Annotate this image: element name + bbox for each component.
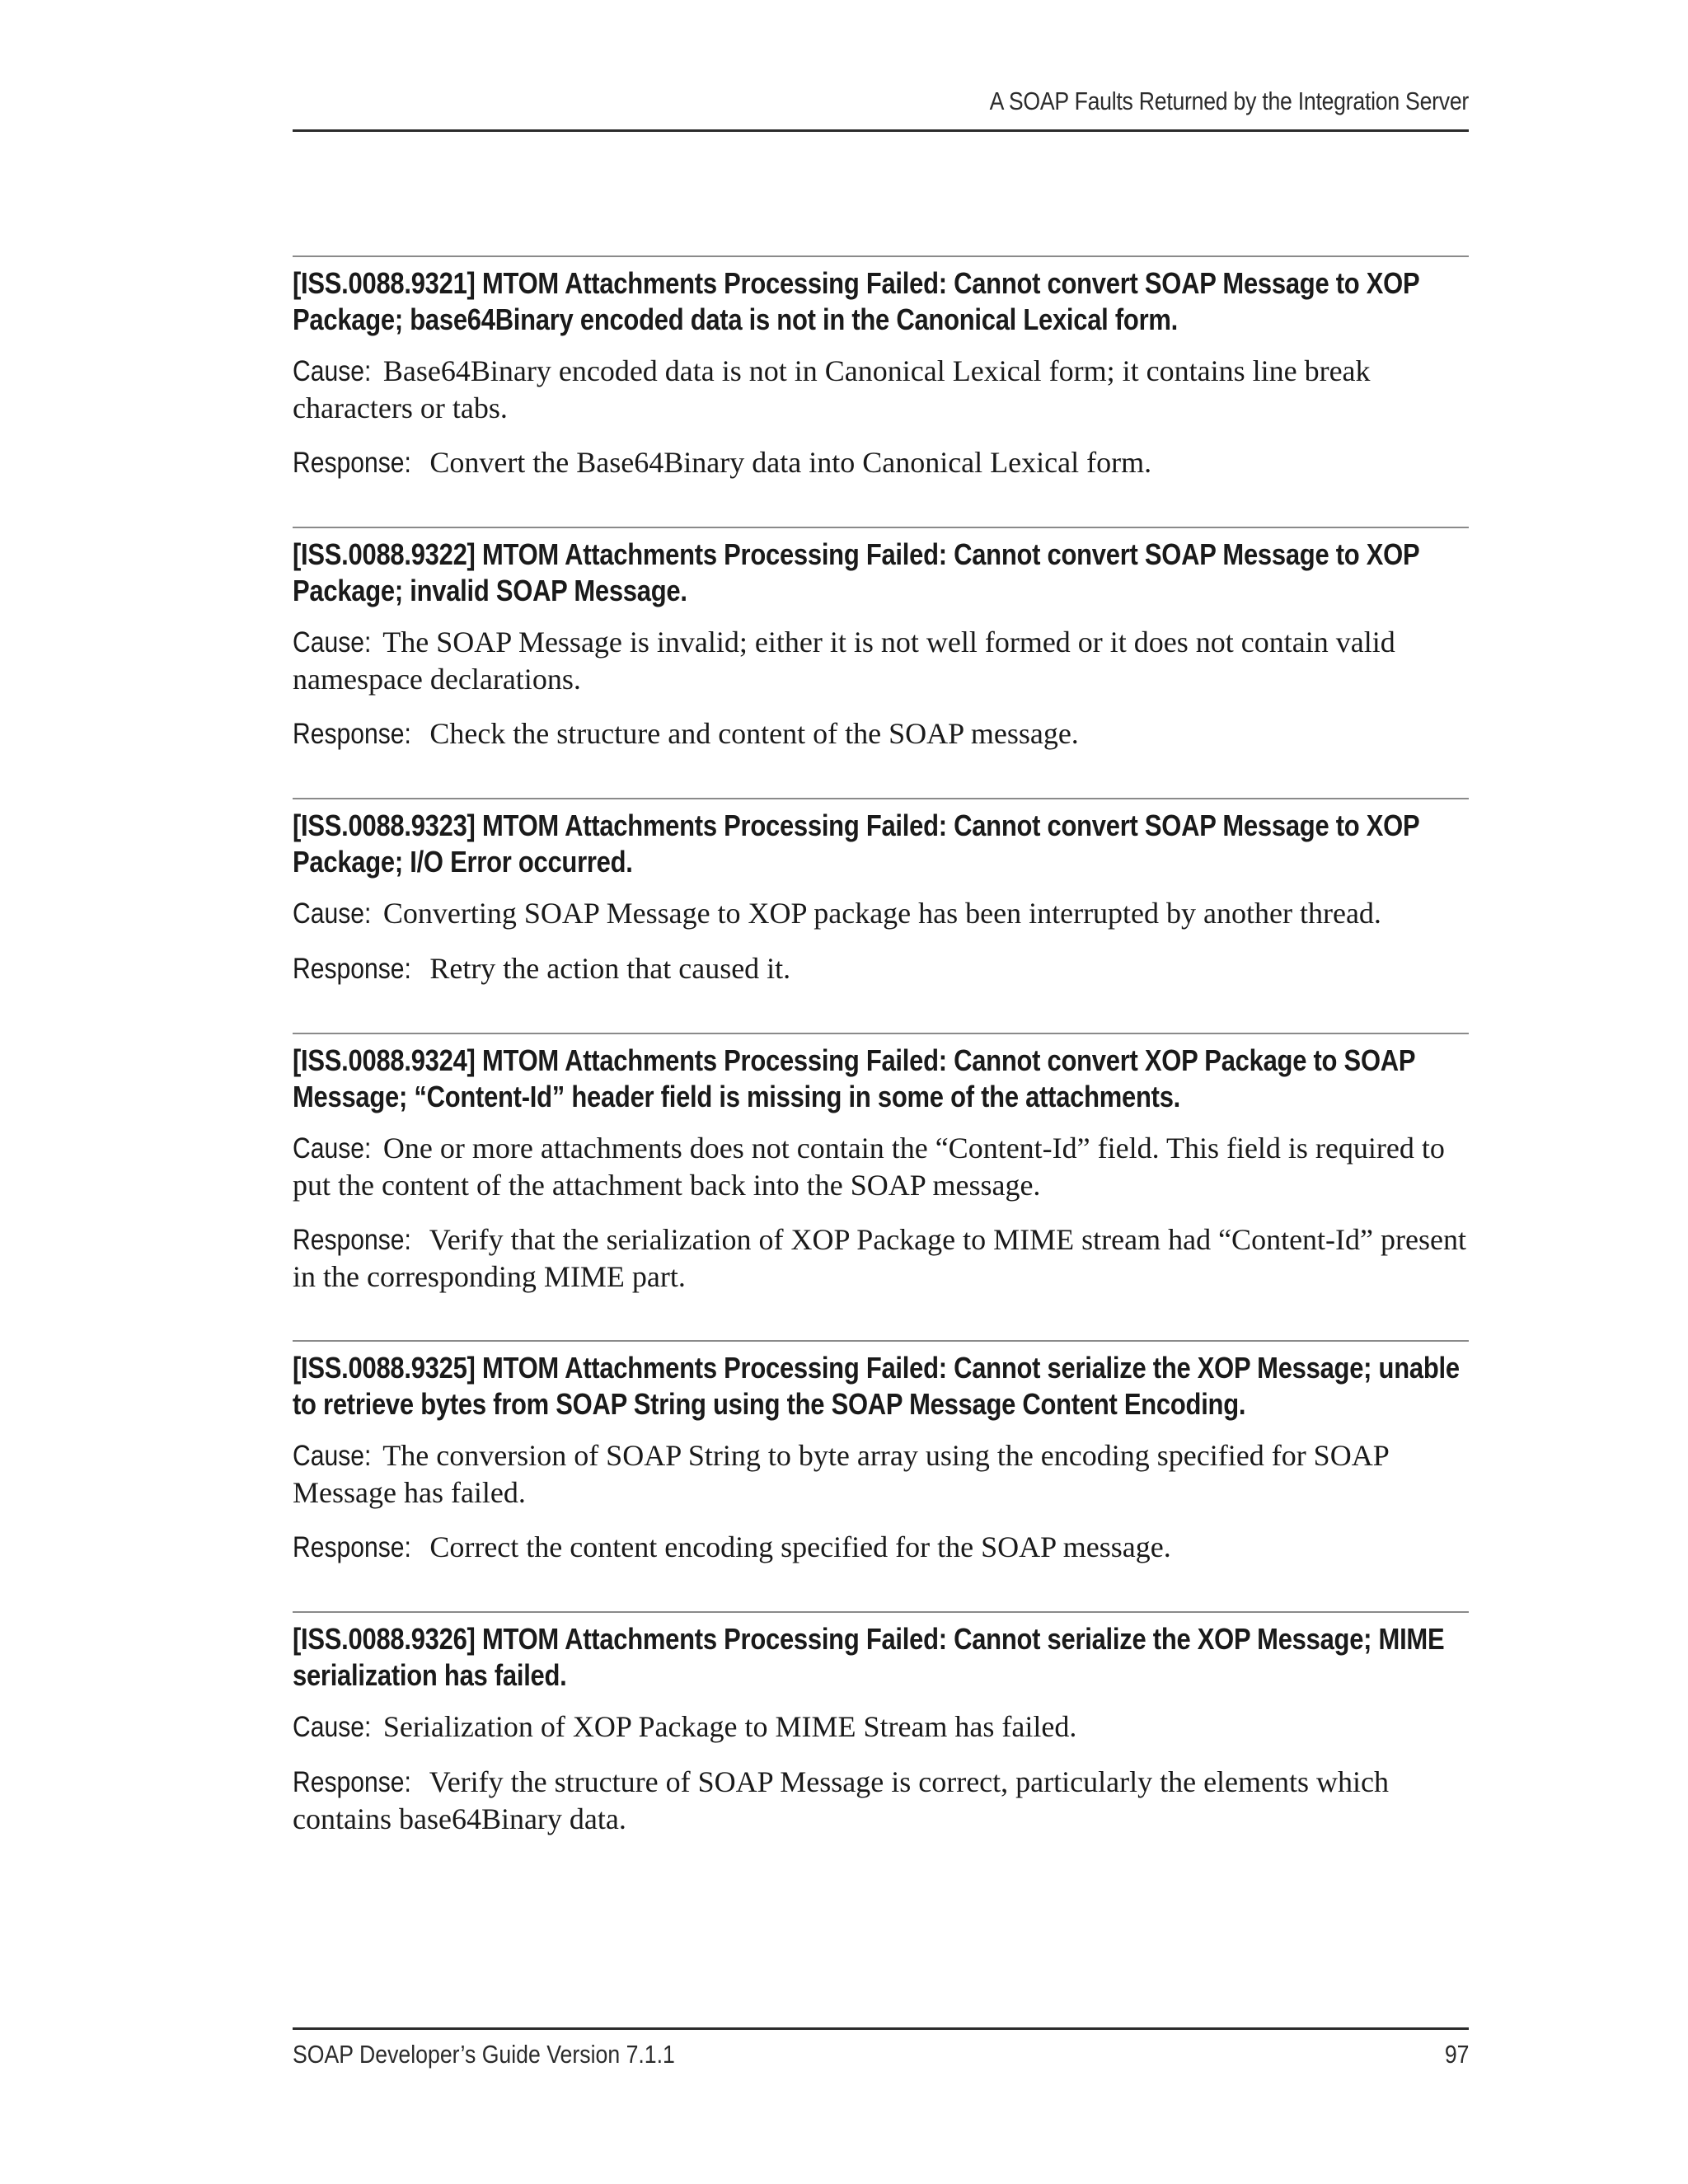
cause-label: Cause: <box>293 1440 372 1472</box>
cause-label: Cause: <box>293 1132 372 1165</box>
fault-title: [ISS.0088.9321] MTOM Attachments Processing Failed: Cannot convert SOAP Message to XOP Package; base64Binary encoded data is not in the Canonical Lexical form. <box>293 266 1419 336</box>
fault-cause <box>293 624 1469 697</box>
page-number: 97 <box>1444 2040 1469 2069</box>
cause-text: Converting SOAP Message to XOP package has been interrupted by another thread. <box>382 897 1381 930</box>
cause-label: Cause: <box>293 1711 372 1743</box>
chapter-title: A SOAP Faults Returned by the Integration Server <box>989 87 1469 115</box>
fault-entry <box>293 527 1469 752</box>
fault-cause <box>293 353 1469 426</box>
response-label: Response: <box>293 953 411 985</box>
fault-response <box>293 1764 1469 1837</box>
fault-title: [ISS.0088.9323] MTOM Attachments Processing Failed: Cannot convert SOAP Message to XOP Package; I/O Error occurred. <box>293 808 1419 879</box>
cause-text: Serialization of XOP Package to MIME Stream has failed. <box>382 1710 1077 1743</box>
response-text: Correct the content encoding specified for the SOAP message. <box>429 1530 1171 1563</box>
cause-text: The conversion of SOAP String to byte array using the encoding specified for SOAP Message has failed. <box>293 1439 1389 1509</box>
fault-entries <box>293 255 1469 1882</box>
cause-label: Cause: <box>293 898 372 930</box>
response-label: Response: <box>293 718 411 750</box>
page-footer <box>293 2027 1469 2091</box>
cause-label: Cause: <box>293 355 372 387</box>
response-text: Verify the structure of SOAP Message is correct, particularly the elements which contains base64Binary data. <box>293 1765 1389 1835</box>
fault-response <box>293 1221 1469 1295</box>
fault-response <box>293 444 1469 481</box>
response-label: Response: <box>293 1766 411 1798</box>
response-label: Response: <box>293 447 411 479</box>
cause-text: The SOAP Message is invalid; either it is not well formed or it does not contain valid namespace declarations. <box>293 626 1395 696</box>
fault-response <box>293 1529 1469 1566</box>
guide-title: SOAP Developer’s Guide Version 7.1.1 <box>293 2040 675 2069</box>
cause-text: One or more attachments does not contain the “Content-Id” field. This field is required to put the content of the attachment back into the SOAP message. <box>293 1132 1445 1202</box>
fault-entry <box>293 798 1469 987</box>
fault-title: [ISS.0088.9322] MTOM Attachments Processing Failed: Cannot convert SOAP Message to XOP Package; invalid SOAP Message. <box>293 537 1419 607</box>
fault-cause <box>293 1708 1469 1746</box>
page-header <box>293 81 1469 132</box>
cause-label: Cause: <box>293 626 372 658</box>
fault-response <box>293 950 1469 987</box>
fault-title: [ISS.0088.9324] MTOM Attachments Processing Failed: Cannot convert XOP Package to SOAP Message; “Content-Id” header field is missing in some of the attachments. <box>293 1043 1415 1113</box>
fault-entry <box>293 255 1469 481</box>
fault-entry <box>293 1033 1469 1295</box>
fault-entry <box>293 1611 1469 1837</box>
response-text: Check the structure and content of the SOAP message. <box>429 717 1079 750</box>
fault-cause <box>293 1437 1469 1511</box>
fault-cause <box>293 895 1469 932</box>
fault-title: [ISS.0088.9325] MTOM Attachments Processing Failed: Cannot serialize the XOP Message; unable to retrieve bytes from SOAP String using the SOAP Message Content Encoding. <box>293 1351 1460 1421</box>
fault-title: [ISS.0088.9326] MTOM Attachments Processing Failed: Cannot serialize the XOP Message; MIME serialization has failed. <box>293 1622 1445 1692</box>
fault-response <box>293 715 1469 752</box>
response-text: Convert the Base64Binary data into Canonical Lexical form. <box>429 446 1152 479</box>
response-text: Verify that the serialization of XOP Package to MIME stream had “Content-Id” present in the corresponding MIME part. <box>293 1223 1466 1293</box>
response-label: Response: <box>293 1224 411 1256</box>
fault-entry <box>293 1340 1469 1566</box>
response-text: Retry the action that caused it. <box>429 952 791 985</box>
response-label: Response: <box>293 1531 411 1563</box>
fault-cause <box>293 1130 1469 1203</box>
cause-text: Base64Binary encoded data is not in Canonical Lexical form; it contains line break characters or tabs. <box>293 354 1371 424</box>
